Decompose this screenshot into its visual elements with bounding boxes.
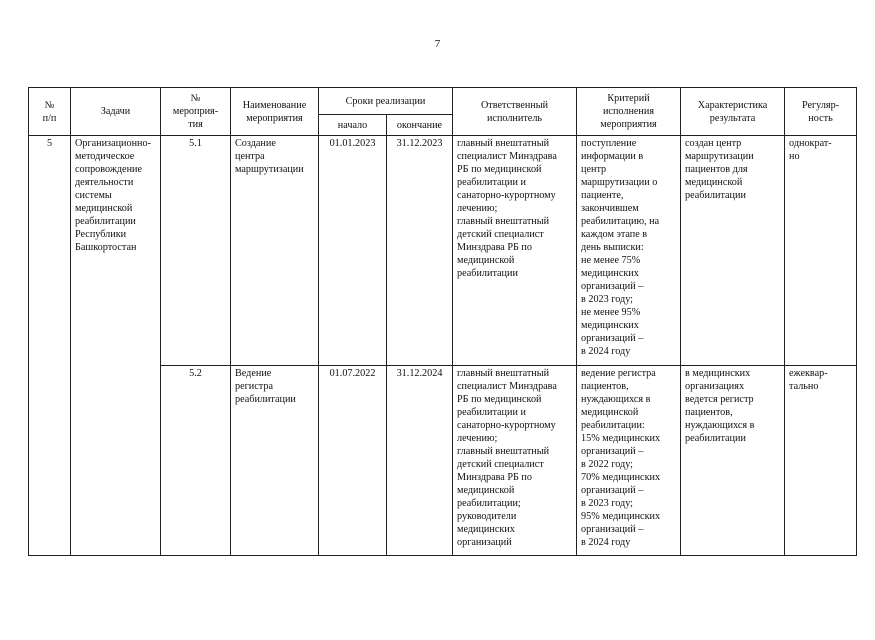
measure-name: Ведение регистра реабилитации (231, 366, 319, 556)
task-number: 5 (29, 136, 71, 556)
result-text: в медицинских организациях ведется регистр пациентов, нуждающихся в реабилитации (681, 366, 785, 556)
term-end: 31.12.2024 (387, 366, 453, 556)
header-responsible: Ответственный исполнитель (453, 88, 577, 136)
criterion-text: поступление информации в центр маршрутизации о пациенте, закончившем реабилитацию, на каждом этапе в день выписки: не менее 75% медицинских организаций – в 2023 году; не менее 95% медицинских организаций – в 2024 году (577, 136, 681, 366)
header-tasks: Задачи (71, 88, 161, 136)
header-measure-name: Наименование мероприятия (231, 88, 319, 136)
measure-number: 5.2 (161, 366, 231, 556)
header-term-end: окончание (387, 115, 453, 136)
header-measure-num: № мероприя- тия (161, 88, 231, 136)
result-text: создан центр маршрутизации пациентов для медицинской реабилитации (681, 136, 785, 366)
header-criterion: Критерий исполнения мероприятия (577, 88, 681, 136)
measure-number: 5.1 (161, 136, 231, 366)
header-result: Характеристика результата (681, 88, 785, 136)
responsible-text: главный внештатный специалист Минздрава РБ по медицинской реабилитации и санаторно-курортному лечению; главный внештатный детский специалист Минздрава РБ по медицинской реабилитации (453, 136, 577, 366)
regularity-text: ежеквар- тально (785, 366, 857, 556)
header-num: № п/п (29, 88, 71, 136)
header-regularity: Регуляр- ность (785, 88, 857, 136)
header-terms: Сроки реализации (319, 88, 453, 115)
term-end: 31.12.2023 (387, 136, 453, 366)
table-row (29, 136, 857, 366)
criterion-text: ведение регистра пациентов, нуждающихся в медицинской реабилитации: 15% медицинских организаций – в 2022 году; 70% медицинских организаций – в 2023 году; 95% медицинских организаций – в 2024 году (577, 366, 681, 556)
term-start: 01.01.2023 (319, 136, 387, 366)
task-text: Организационно- методическое сопровождение деятельности системы медицинской реабилитации Республики Башкортостан (71, 136, 161, 556)
measures-table (28, 87, 857, 556)
responsible-text: главный внештатный специалист Минздрава РБ по медицинской реабилитации и санаторно-курортному лечению; главный внештатный детский специалист Минздрава РБ по медицинской реабилитации; руководители медицинских организаций (453, 366, 577, 556)
term-start: 01.07.2022 (319, 366, 387, 556)
measure-name: Создание центра маршрутизации (231, 136, 319, 366)
header-term-start: начало (319, 115, 387, 136)
table-header-row (29, 88, 857, 115)
regularity-text: однократ- но (785, 136, 857, 366)
page-number: 7 (434, 38, 441, 50)
